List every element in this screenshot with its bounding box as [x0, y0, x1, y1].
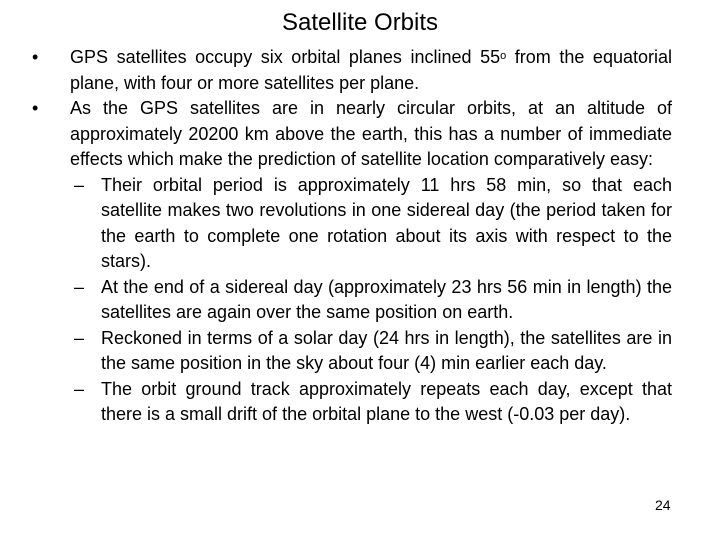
- sub-bullet-text: At the end of a sidereal day (approximately 23 hrs 56 min in length) the satellites are again over the same position on earth.: [101, 276, 672, 322]
- bullet-item: [32, 45, 672, 96]
- sub-bullet-text: Reckoned in terms of a solar day (24 hrs in length), the satellites are in the same position in the sky about four (4) min earlier each day.: [101, 327, 672, 373]
- bullet-marker: •: [32, 47, 39, 67]
- bullet-marker: •: [32, 98, 39, 118]
- sub-bullet-list: [32, 173, 672, 428]
- bullet-item: [32, 96, 672, 173]
- dash-marker: –: [74, 276, 85, 297]
- dash-marker: –: [74, 378, 85, 399]
- bullet-text: GPS satellites occupy six orbital planes inclined 55: [70, 47, 501, 67]
- sub-bullet-item: [32, 275, 672, 326]
- bullet-text-continued: from the equatorial plane, with four or more satellites per plane.: [70, 47, 672, 93]
- dash-marker: –: [74, 174, 85, 195]
- sub-bullet-item: [32, 377, 672, 428]
- page-number: 24: [655, 497, 671, 513]
- slide-title: Satellite Orbits: [281, 9, 439, 36]
- sub-bullet-text: The orbit ground track approximately repeats each day, except that there is a small drift of the orbital plane to the west (-0.03 per day).: [101, 378, 672, 424]
- dash-marker: –: [74, 327, 85, 348]
- degree-superscript: o: [500, 50, 507, 62]
- bullet-text: As the GPS satellites are in nearly circular orbits, at an altitude of approximately 20200 km above the earth, this has a number of immediate effects which make the prediction of satellite location comparatively easy:: [70, 98, 672, 169]
- sub-bullet-item: [32, 173, 672, 275]
- slide-content: [32, 45, 672, 428]
- sub-bullet-text: Their orbital period is approximately 11 hrs 58 min, so that each satellite makes two revolutions in one sidereal day (the period taken for the earth to complete one rotation about its axis with respect to the stars).: [101, 174, 672, 271]
- sub-bullet-item: [32, 326, 672, 377]
